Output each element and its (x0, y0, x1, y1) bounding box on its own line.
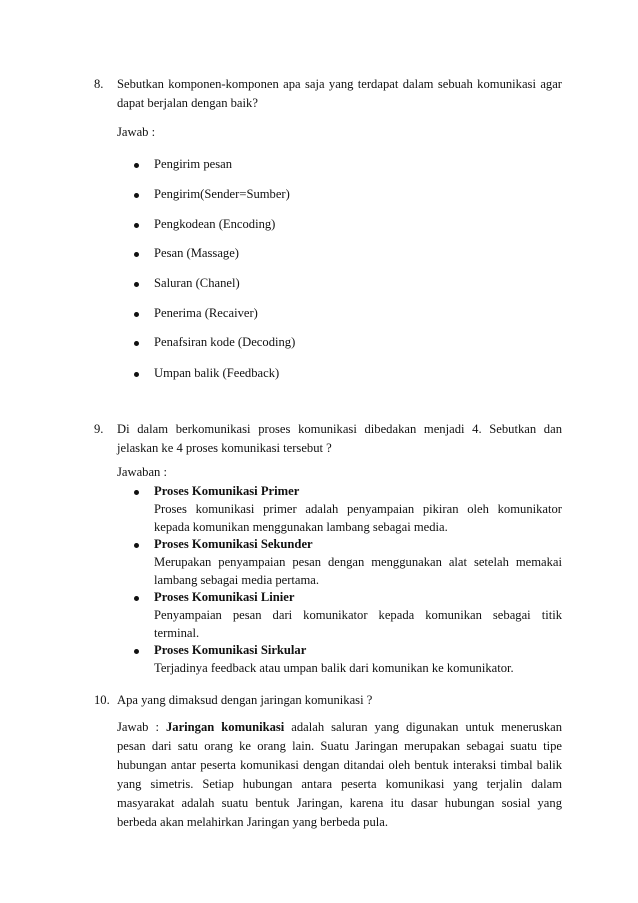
bullet-icon (134, 223, 139, 228)
q9-item-text: terminal. (154, 626, 200, 640)
q8-item: Saluran (Chanel) (154, 276, 240, 290)
q10-answer-line: yang simetris. Setiap hubungan antara peserta komunikasi yang terjalin dalam (117, 777, 562, 791)
q8-item: Pesan (Massage) (154, 246, 239, 260)
q10-answer-term: Jaringan komunikasi (165, 720, 285, 734)
q8-item: Penerima (Recaiver) (154, 306, 258, 320)
q9-item-text: Penyampaian pesan dari komunikator kepada komunikan sebagai titik (154, 608, 562, 622)
q9-item-text: Terjadinya feedback atau umpan balik dari komunikan ke komunikator. (154, 661, 514, 675)
q9-item-text: Proses komunikasi primer adalah penyampaian pikiran oleh komunikator (154, 502, 562, 516)
q10-answer-line: hubungan antar peserta komunikasi dengan ditandai oleh bentuk interaksi timbal balik (117, 758, 562, 772)
q9-item-text: Merupakan penyampaian pesan dengan menggunakan alat setelah memakai (154, 555, 562, 569)
q9-item-text: lambang sebagai media pertama. (154, 573, 320, 587)
q10-question: Apa yang dimaksud dengan jaringan komunikasi ? (117, 693, 373, 707)
q9-item-title: Proses Komunikasi Sirkular (154, 643, 307, 657)
q9-item-title: Proses Komunikasi Primer (154, 484, 300, 498)
bullet-icon (134, 372, 139, 377)
bullet-icon (134, 163, 139, 168)
bullet-icon (134, 252, 139, 257)
q10-answer-prefix: Jawab : (117, 720, 166, 734)
q8-item: Pengirim(Sender=Sumber) (154, 187, 290, 201)
bullet-icon (134, 193, 139, 198)
q8-answer-label: Jawab : (117, 125, 156, 139)
bullet-icon (134, 312, 139, 317)
q10-number: 10. (94, 693, 110, 707)
q8-item: Pengkodean (Encoding) (154, 217, 276, 231)
bullet-icon (134, 341, 139, 346)
q9-item-title: Proses Komunikasi Linier (154, 590, 295, 604)
q9-item-title: Proses Komunikasi Sekunder (154, 537, 313, 551)
q8-item: Pengirim pesan (154, 157, 232, 171)
q9-number: 9. (94, 422, 104, 436)
q9-question-line2: jelaskan ke 4 proses komunikasi tersebut ? (117, 441, 332, 455)
q9-question-line1: Di dalam berkomunikasi proses komunikasi dibedakan menjadi 4. Sebutkan dan (117, 422, 562, 436)
q8-item: Umpan balik (Feedback) (154, 366, 280, 380)
bullet-icon (134, 543, 139, 548)
q10-answer-line1-rest: adalah saluran yang digunakan untuk meneruskan (284, 720, 562, 734)
q8-number: 8. (94, 77, 104, 91)
bullet-icon (134, 649, 139, 654)
q9-answer-label: Jawaban : (117, 465, 168, 479)
q10-answer-line: pesan dari satu orang ke orang lain. Suatu Jaringan merupakan sebagai suatu tipe (117, 739, 562, 753)
q8-item: Penafsiran kode (Decoding) (154, 335, 296, 349)
bullet-icon (134, 596, 139, 601)
q9-item-text: kepada komunikan menggunakan lambang sebagai media. (154, 520, 448, 534)
bullet-icon (134, 490, 139, 495)
q10-answer-line: masyarakat adalah suatu bentuk Jaringan, karena itu dasar hubungan sosial yang (117, 796, 562, 810)
q10-answer-line1 (117, 719, 562, 735)
q10-answer-line: berbeda akan melahirkan Jaringan yang berbeda pula. (117, 815, 388, 829)
q8-question-line1: Sebutkan komponen-komponen apa saja yang terdapat dalam sebuah komunikasi agar (117, 77, 562, 91)
q8-question-line2: dapat berjalan dengan baik? (117, 96, 258, 110)
bullet-icon (134, 282, 139, 287)
